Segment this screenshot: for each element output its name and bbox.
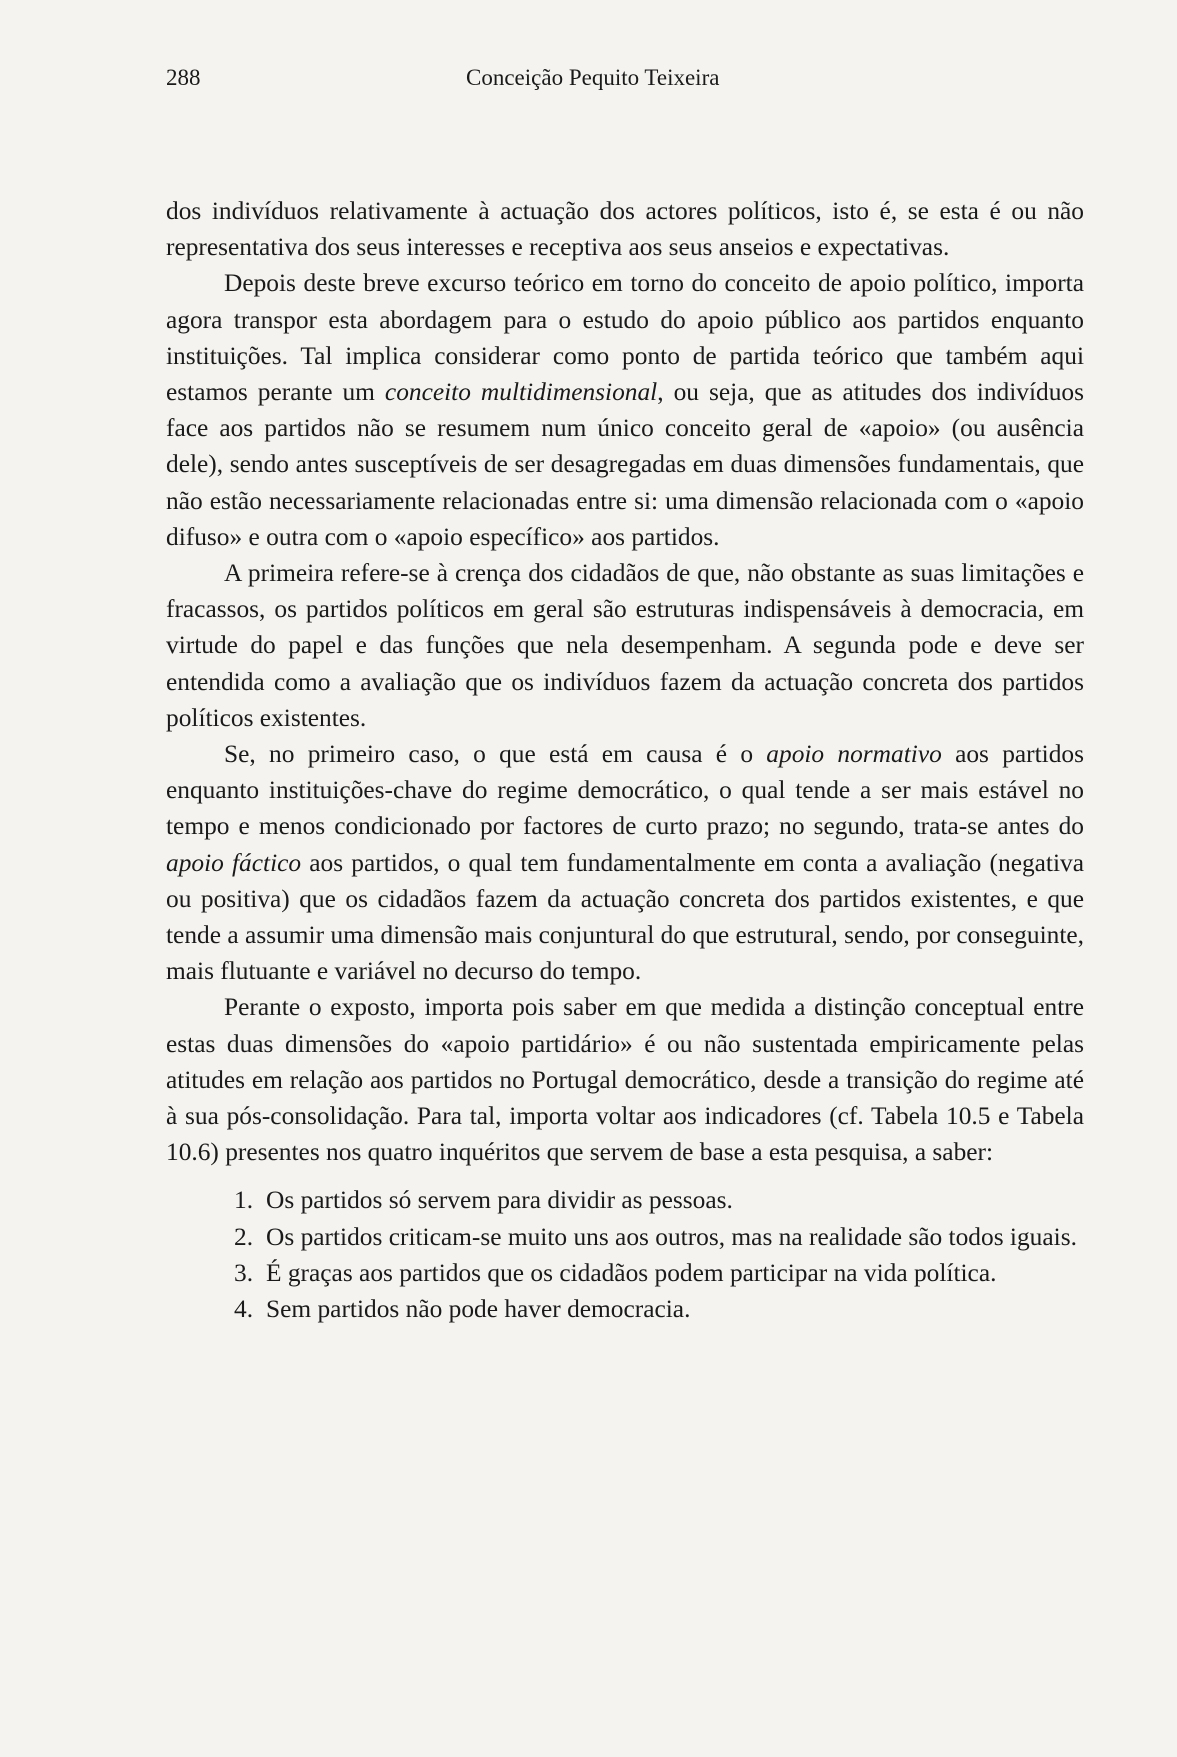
paragraph [166,555,1084,736]
paragraph-text: dos indivíduos relativamente à actuação dos actores políticos, isto é, se esta é ou não representativa dos seus interesses e receptiva aos seus anseios e expectativas. [166,197,1084,262]
italic-term: apoio normativo [766,740,942,769]
page-number: 288 [166,65,201,90]
page [166,58,1084,1327]
indicator-list [166,1182,1084,1327]
list-item [166,1219,1084,1255]
list-item-number: 4. [234,1295,254,1324]
paragraph-text: Depois deste breve excurso teórico em torno do conceito de apoio político, importa agora transpor esta abordagem para o estudo do apoio público aos partidos enquanto instituições. Tal implica considerar como ponto de partida teórico que também aqui estamos perante um [166,269,1084,407]
paragraph-text: Perante o exposto, importa pois saber em que medida a distinção conceptual entre estas duas dimensões do «apoio partidário» é ou não sustentada empiricamente pelas atitudes em relação aos partidos no Portugal democrático, desde a transição do regime até à sua pós-consolidação. Para tal, importa voltar aos indicadores (cf. Tabela 10.5 e Tabela 10.6) presentes nos quatro inquéritos que servem de base a esta pesquisa, a saber: [166,993,1084,1167]
list-item [166,1291,1084,1327]
italic-term: conceito multidimensional [384,378,658,407]
list-item-number: 3. [234,1258,254,1287]
paragraph-text: aos partidos enquanto instituições-chave do regime democrático, o qual tende a ser mais estável no tempo e menos condicionado por factores de curto prazo; no segundo, trata-se antes do [166,740,1085,841]
running-title: Conceição Pequito Teixeira [466,65,720,90]
list-item-text: Os partidos criticam-se muito uns aos outros, mas na realidade são todos iguais. [266,1222,1077,1251]
running-head [166,58,1084,98]
paragraph [166,989,1084,1170]
italic-term: apoio fáctico [166,848,302,877]
list-item-number: 1. [234,1186,254,1215]
paragraph-text: aos partidos, o qual tem fundamentalmente em conta a avaliação (negativa ou positiva) que os cidadãos fazem da actuação concreta dos partidos existentes, e que tende a assumir uma dimensão mais conjuntural do que estrutural, sendo, por conseguinte, mais flutuante e variável no decurso do tempo. [166,848,1084,986]
paragraph [166,265,1084,555]
list-item [166,1182,1084,1218]
paragraph [166,193,1084,265]
list-item-text: Sem partidos não pode haver democracia. [266,1295,691,1324]
body-text [166,193,1084,1170]
list-item-text: Os partidos só servem para dividir as pessoas. [266,1186,733,1215]
list-item-text: É graças aos partidos que os cidadãos podem participar na vida política. [266,1258,997,1287]
paragraph-text: Se, no primeiro caso, o que está em causa é o [224,740,767,769]
list-item-number: 2. [234,1222,254,1251]
paragraph-text: A primeira refere-se à crença dos cidadãos de que, não obstante as suas limitações e fracassos, os partidos políticos em geral são estruturas indispensáveis à democracia, em virtude do papel e das funções que nela desempenham. A segunda pode e deve ser entendida como a avaliação que os indivíduos fazem da actuação concreta dos partidos políticos existentes. [166,559,1084,732]
paragraph [166,736,1084,989]
paragraph-text: , ou seja, que as atitudes dos indivíduos face aos partidos não se resumem num único conceito geral de «apoio» (ou ausência dele), sendo antes susceptíveis de ser desagregadas em duas dimensões fundamentais, que não estão necessariamente relacionadas entre si: uma dimensão relacionada com o «apoio difuso» e outra com o «apoio específico» aos partidos. [166,378,1084,551]
list-item [166,1255,1084,1291]
